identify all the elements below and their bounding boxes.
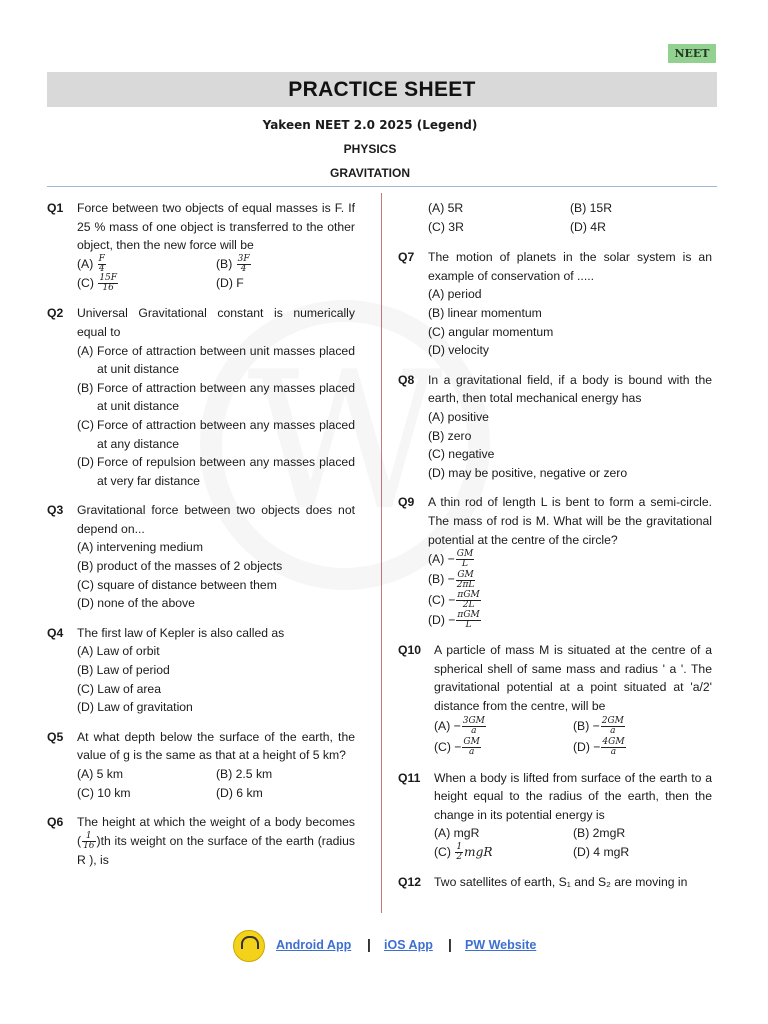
android-app-link[interactable]: Android App bbox=[276, 938, 352, 952]
question-7 bbox=[398, 248, 712, 360]
question-number: Q7 bbox=[398, 250, 415, 265]
footer-separator: | bbox=[448, 936, 452, 952]
option-a: (A) $\frac{F}{4}$ bbox=[77, 254, 105, 275]
question-5 bbox=[47, 728, 355, 802]
question-text: Gravitational force between two objects does not depend on... bbox=[77, 503, 355, 536]
question-number: Q4 bbox=[47, 625, 64, 640]
option-c: (C) $\frac{1}{2}$ mgR bbox=[434, 842, 493, 863]
option-c: (C) negative bbox=[428, 447, 495, 462]
option-d: (D) − $\frac{4GM}{a}$ bbox=[573, 736, 625, 757]
option-a: (A) 5R bbox=[428, 201, 464, 215]
option-a: (A) 5 km bbox=[77, 767, 124, 781]
subject-name: PHYSICS bbox=[343, 142, 397, 156]
option-b: (B) linear momentum bbox=[428, 305, 542, 320]
question-9 bbox=[398, 493, 712, 630]
question-text: At what depth below the surface of the earth, the value of g is the same as that at a height of 5 km? bbox=[77, 729, 355, 763]
question-number: Q12 bbox=[398, 875, 422, 890]
footer-separator: | bbox=[367, 936, 371, 952]
option-b: (B) zero bbox=[428, 428, 472, 443]
option-d: (D) may be positive, negative or zero bbox=[428, 465, 628, 480]
option-b: (B) Force of attraction between any masses placed at unit distance bbox=[77, 380, 355, 414]
option-d: (D) 4R bbox=[570, 219, 606, 234]
question-number: Q11 bbox=[398, 770, 421, 785]
option-c: (C) angular momentum bbox=[428, 324, 554, 339]
option-c: (C) square of distance between them bbox=[77, 577, 277, 592]
option-d: (D) 4 mgR bbox=[573, 844, 630, 859]
question-number: Q3 bbox=[47, 503, 64, 518]
option-b: (B) Law of period bbox=[77, 663, 170, 678]
question-text: A thin rod of length L is bent to form a semi-circle. The mass of rod is M. What will be the gravitational potential at the centre of the circle? bbox=[428, 495, 712, 547]
option-c: (C) 10 km bbox=[77, 785, 131, 800]
left-column bbox=[47, 199, 355, 881]
question-10 bbox=[398, 641, 712, 757]
question-text: The height at which the weight of a body becomes ( $\frac{1}{16}$ )th its weight on the surface of the earth (radius R ), is bbox=[77, 815, 355, 868]
option-b: (B) − $\frac{GM}{2\pi L}$ bbox=[428, 569, 475, 590]
option-d: (D) 6 km bbox=[216, 785, 263, 800]
option-d: (D) velocity bbox=[428, 343, 489, 358]
question-number: Q8 bbox=[398, 372, 415, 387]
batch-name: Yakeen NEET 2.0 2025 (Legend) bbox=[262, 118, 478, 132]
footer bbox=[0, 930, 768, 962]
option-a: (A) intervening medium bbox=[77, 540, 203, 555]
question-6-options bbox=[398, 199, 712, 236]
question-4 bbox=[47, 624, 355, 717]
pw-website-link[interactable]: PW Website bbox=[465, 938, 537, 952]
ios-app-link[interactable]: iOS App bbox=[384, 938, 433, 952]
question-number: Q9 bbox=[398, 495, 415, 510]
option-b: (B) product of the masses of 2 objects bbox=[77, 559, 283, 574]
option-c: (C) $\frac{15F}{16}$ bbox=[77, 273, 118, 294]
option-a: (A) period bbox=[428, 287, 482, 302]
question-1 bbox=[47, 199, 355, 293]
question-text: The first law of Kepler is also called as bbox=[77, 625, 285, 640]
option-c: (C) Law of area bbox=[77, 681, 161, 696]
question-text: A particle of mass M is situated at the centre of a spherical shell of same mass and radius ' a '. The gravitational potential at a point situated at 'a/2' distance from the centre, will be bbox=[434, 643, 712, 713]
question-number: Q6 bbox=[47, 815, 64, 830]
option-d: (D) none of the above bbox=[77, 596, 195, 611]
option-a: (A) Force of attraction between unit masses placed at unit distance bbox=[77, 343, 355, 377]
question-text: Universal Gravitational constant is numerically equal to bbox=[77, 306, 355, 339]
question-number: Q10 bbox=[398, 643, 422, 658]
question-11 bbox=[398, 769, 712, 863]
option-d: (D) F bbox=[216, 276, 244, 291]
option-a: (A) − $\frac{GM}{L}$ bbox=[428, 549, 474, 570]
option-d: (D) − $\frac{\text{πGM}}{L}$ bbox=[428, 610, 480, 631]
option-a: (A) − $\frac{3GM}{a}$ bbox=[434, 715, 485, 736]
question-8 bbox=[398, 371, 712, 483]
question-text: The motion of planets in the solar system is an example of conservation of ..... bbox=[428, 250, 712, 283]
option-b: (B) 2.5 km bbox=[216, 767, 273, 781]
option-b: (B) $\frac{3F}{4}$ bbox=[216, 254, 250, 275]
question-text: In a gravitational field, if a body is bound with the earth, then total mechanical energy has bbox=[428, 372, 712, 406]
question-12 bbox=[398, 873, 712, 892]
option-c: (C) − $\frac{\text{πGM}}{2L}$ bbox=[428, 589, 480, 610]
header-divider bbox=[47, 186, 717, 187]
question-text: When a body is lifted from surface of the earth to a height equal to the radius of the earth, then the change in its potential energy is bbox=[434, 770, 712, 822]
option-a: (A) positive bbox=[428, 409, 489, 424]
exam-badge: NEET bbox=[668, 44, 716, 63]
option-b: (B) 2mgR bbox=[573, 826, 626, 841]
option-c: (C) − $\frac{GM}{a}$ bbox=[434, 736, 480, 757]
chapter-name: GRAVITATION bbox=[330, 166, 410, 180]
option-a: (A) mgR bbox=[434, 826, 480, 841]
customer-service-logo bbox=[233, 930, 265, 962]
option-d: (D) Law of gravitation bbox=[77, 700, 193, 715]
question-number: Q2 bbox=[47, 306, 64, 321]
question-3 bbox=[47, 501, 355, 613]
option-a: (A) Law of orbit bbox=[77, 644, 160, 659]
question-text: Two satellites of earth, S₁ and S₂ are moving in bbox=[434, 875, 688, 890]
option-b: (B) − $\frac{2GM}{a}$ bbox=[573, 715, 624, 736]
page-title: PRACTICE SHEET bbox=[47, 72, 717, 107]
option-b: (B) 15R bbox=[570, 201, 612, 215]
right-column bbox=[398, 199, 712, 903]
question-text: Force between two objects of equal masses is F. If 25 % mass of one object is transferred to the other object, then the new force will be bbox=[77, 201, 355, 253]
option-d: (D) Force of repulsion between any masses placed at very far distance bbox=[77, 455, 355, 488]
option-c: (C) Force of attraction between any masses placed at any distance bbox=[77, 417, 355, 451]
question-2 bbox=[47, 304, 355, 490]
question-6 bbox=[47, 813, 355, 869]
question-number: Q1 bbox=[47, 201, 64, 215]
question-number: Q5 bbox=[47, 729, 64, 744]
option-c: (C) 3R bbox=[428, 219, 464, 234]
